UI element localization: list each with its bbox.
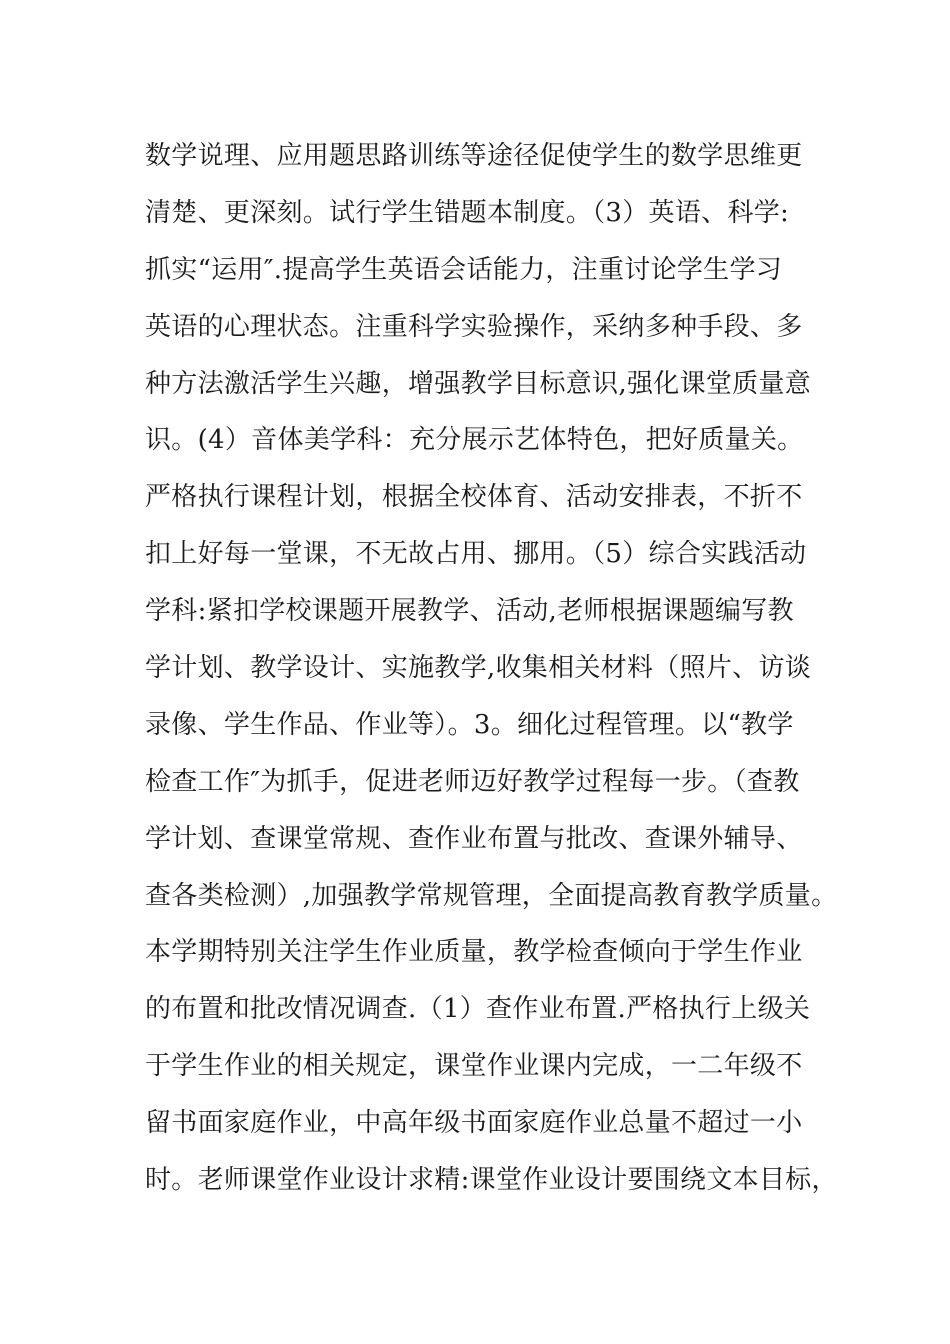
text-line: 录像、学生作品、作业等）。3。细化过程管理。以“教学 (145, 709, 794, 740)
text-line: 学计划、教学设计、实施教学,收集相关材料（照片、访谈 (145, 653, 812, 684)
text-line: 于学生作业的相关规定，课堂作业课内完成，一二年级不 (145, 1051, 803, 1082)
text-line: 留书面家庭作业，中高年级书面家庭作业总量不超过一小 (145, 1108, 803, 1139)
text-line: 识。(4）音体美学科：充分展示艺体特色，把好质量关。 (145, 425, 804, 456)
text-line: 数学说理、应用题思路训练等途径促使学生的数学思维更 (145, 141, 803, 171)
text-line: 学科:紧扣学校课题开展教学、活动,老师根据课题编写教 (145, 596, 794, 627)
text-line: 检查工作″为抓手，促进老师迈好教学过程每一步。（查教 (145, 766, 800, 797)
text-line: 时。老师课堂作业设计求精:课堂作业设计要围绕文本目标， (145, 1165, 838, 1196)
body-text (145, 128, 838, 1209)
text-line: 查各类检测）,加强教学常规管理，全面提高教育教学质量。 (145, 880, 838, 911)
text-line: 本学期特别关注学生作业质量，教学检查倾向于学生作业 (145, 937, 803, 968)
text-line: 英语的心理状态。注重科学实验操作，采纳多种手段、多 (145, 311, 803, 342)
text-line: 清楚、更深刻。试行学生错题本制度。（3）英语、科学: (145, 197, 790, 228)
text-line: 的布置和批改情况调查.（1）查作业布置.严格执行上级关 (145, 994, 811, 1025)
text-line: 种方法激活学生兴趣，增强教学目标意识,强化课堂质量意 (145, 368, 812, 399)
text-line: 学计划、查课堂常规、查作业布置与批改、查课外辅导、 (145, 823, 803, 854)
text-line: 扣上好每一堂课，不无故占用、挪用。（5）综合实践活动 (145, 539, 807, 570)
text-line: 抓实“运用″.提高学生英语会话能力，注重讨论学生学习 (145, 254, 783, 285)
text-line: 严格执行课程计划，根据全校体育、活动安排表，不折不 (145, 482, 803, 513)
